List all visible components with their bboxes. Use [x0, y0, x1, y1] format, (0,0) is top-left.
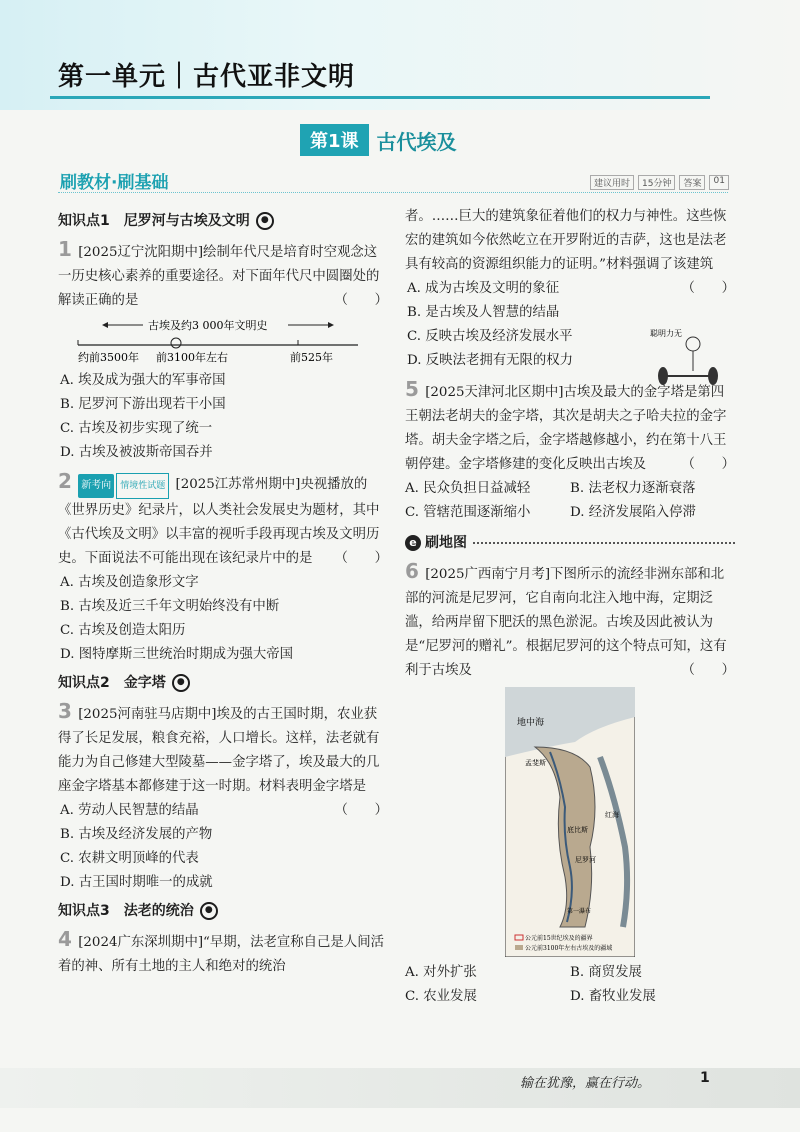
- label-river: 尼罗河: [575, 856, 596, 864]
- question-4-start: [58, 927, 388, 979]
- footer-motto: 输在犹豫，赢在行动。: [520, 1076, 651, 1091]
- question-number: 3: [58, 699, 72, 723]
- cartoon-weight-right: [708, 367, 718, 385]
- header-band: [0, 0, 800, 110]
- timeline-t2: 前3100年左右: [156, 351, 228, 364]
- suggest-label: 建议用时: [590, 175, 634, 190]
- page-number: 1: [700, 1070, 710, 1086]
- map-section-label: 刷地图: [425, 535, 467, 551]
- question-3: [58, 699, 388, 895]
- timeline-svg: [58, 315, 368, 365]
- section-divider: [58, 192, 728, 193]
- e-icon: e: [405, 535, 421, 551]
- legend-swatch-2: [515, 945, 523, 950]
- option-c[interactable]: C. 农耕文明顶峰的代表: [60, 851, 199, 866]
- answer-page: 01: [709, 175, 728, 190]
- question-2: [58, 469, 388, 667]
- option-a[interactable]: A. 民众负担日益减轻: [405, 481, 531, 496]
- option-b[interactable]: B. 商贸发展: [570, 965, 642, 980]
- kp1-label: 知识点1 尼罗河与古埃及文明: [58, 213, 250, 229]
- lesson-number: 第1课: [300, 124, 369, 156]
- knowledge-point-1: [58, 209, 388, 233]
- kp3-label: 知识点3 法老的统治: [58, 903, 194, 919]
- question-stem-part2: 者。……巨大的建筑象征着他们的权力与神性。这些恢宏的建筑如今依然屹立在开罗附近的吉萨，这也是法老具有较高的资源组织能力的证明。”材料强调了该建筑: [405, 209, 727, 272]
- timeline-t3: 前525年: [290, 351, 333, 364]
- knowledge-point-3: [58, 899, 388, 923]
- lesson-name: 古代埃及: [376, 129, 457, 154]
- new-direction-badge: 新考向: [78, 474, 114, 498]
- unit-title: 第一单元｜古代亚非文明: [58, 62, 356, 92]
- weightlifter-cartoon: [648, 326, 718, 396]
- option-b[interactable]: B. 尼罗河下游出现若干小国: [60, 397, 226, 412]
- option-a[interactable]: A. 埃及成为强大的军事帝国: [60, 373, 226, 388]
- timeline: [58, 315, 388, 365]
- question-stem: [2025广西南宁月考]下图所示的流经非洲东部和北部的河流是尼罗河，它自南向北注入地中海，定期泛滥，给两岸留下肥沃的黑色淤泥。古埃及因此被认为是“尼罗河的赠礼”。根据尼罗河的这个特点可知，这有利于古埃及: [405, 567, 727, 678]
- section-label: 刷教材·刷基础: [60, 173, 169, 193]
- option-d[interactable]: D. 古埃及被波斯帝国吞并: [60, 445, 213, 460]
- target-icon: ●: [200, 902, 218, 920]
- option-d[interactable]: D. 古王国时期唯一的成就: [60, 875, 213, 890]
- option-row-1: [405, 477, 735, 501]
- cartoon-caption: 聪明力无: [650, 329, 682, 338]
- question-stem: [2025江苏常州期中]央视播放的《世界历史》纪录片，以人类社会发展史为题材，其中《古代埃及文明》以丰富的视听手段再现古埃及文明历史。下面说法不可能出现在该纪录片中的是: [58, 477, 380, 566]
- legend-2: 公元前3100年左右古埃及的疆域: [525, 945, 613, 952]
- label-cataract: 第一瀑布: [567, 908, 592, 915]
- option-d[interactable]: D. 反映法老拥有无限的权力: [407, 353, 574, 368]
- legend-1: 公元前15世纪埃及的疆界: [525, 935, 593, 942]
- question-number: 2: [58, 469, 72, 493]
- answer-blank[interactable]: （ ）: [334, 803, 388, 818]
- label-sea: 地中海: [517, 718, 545, 728]
- kp2-label: 知识点2 金字塔: [58, 675, 166, 691]
- option-a[interactable]: A. 成为古埃及文明的象征: [407, 281, 560, 296]
- arrow-left: [102, 322, 108, 328]
- timeline-label: 古埃及约3 000年文明史: [148, 319, 268, 332]
- option-d[interactable]: D. 经济发展陷入停滞: [570, 505, 696, 520]
- option-c[interactable]: C. 反映古埃及经济发展水平: [407, 329, 573, 344]
- option-a[interactable]: A. 劳动人民智慧的结晶: [60, 803, 199, 818]
- option-b[interactable]: B. 古埃及经济发展的产物: [60, 827, 213, 842]
- option-row-2: [405, 985, 735, 1009]
- answer-blank[interactable]: （ ）: [334, 293, 388, 308]
- label-city1: 孟斐斯: [525, 759, 546, 767]
- option-b[interactable]: B. 是古埃及人智慧的结晶: [407, 305, 560, 320]
- label-red-sea: 红海: [605, 811, 619, 819]
- footer-band: [0, 1068, 800, 1108]
- question-number: 5: [405, 377, 419, 401]
- unit-underline: [50, 96, 710, 99]
- answer-label: 答案: [679, 175, 705, 190]
- dotted-line: [473, 542, 735, 544]
- left-column: [58, 205, 388, 983]
- option-c[interactable]: C. 古埃及初步实现了统一: [60, 421, 213, 436]
- question-stem: [2025河南驻马店期中]埃及的古王国时期，农业获得了长足发展，粮食充裕，人口增长。这样，法老就有能力为自己修建大型陵墓——金字塔了，埃及最大的几座金字塔基本都修建于这一时期。材料表明金字塔是: [58, 707, 380, 794]
- question-6: [405, 559, 735, 1009]
- answer-blank[interactable]: （ ）: [681, 281, 735, 296]
- option-row-1: [405, 961, 735, 985]
- context-badge: 情境性试题: [116, 473, 169, 499]
- cartoon-head: [686, 337, 700, 351]
- lesson-heading: [300, 125, 457, 155]
- label-city2: 底比斯: [567, 826, 588, 834]
- question-number: 1: [58, 237, 72, 261]
- question-5: [405, 377, 735, 525]
- option-d[interactable]: D. 图特摩斯三世统治时期成为强大帝国: [60, 647, 294, 662]
- knowledge-point-2: [58, 671, 388, 695]
- suggest-time-box: [590, 175, 729, 190]
- option-b[interactable]: B. 古埃及近三千年文明始终没有中断: [60, 599, 280, 614]
- option-d[interactable]: D. 畜牧业发展: [570, 989, 656, 1004]
- option-c[interactable]: C. 农业发展: [405, 989, 477, 1004]
- cartoon-weight-left: [658, 367, 668, 385]
- timeline-t1: 约前3500年: [78, 351, 139, 364]
- option-c[interactable]: C. 古埃及创造太阳历: [60, 623, 186, 638]
- question-1: [58, 237, 388, 465]
- answer-blank[interactable]: （ ）: [334, 551, 388, 566]
- option-a[interactable]: A. 对外扩张: [405, 965, 477, 980]
- map-section-heading: [405, 531, 735, 555]
- answer-blank[interactable]: （ ）: [681, 663, 735, 678]
- option-b[interactable]: B. 法老权力逐渐衰落: [570, 481, 696, 496]
- arrow-right: [328, 322, 334, 328]
- option-a[interactable]: A. 古埃及创造象形文字: [60, 575, 199, 590]
- option-row-2: [405, 501, 735, 525]
- timeline-circle: [171, 338, 181, 348]
- question-stem: [2025天津河北区期中]古埃及最大的金字塔是第四王朝法老胡夫的金字塔，其次是胡夫之子哈夫拉的金字塔。胡夫金字塔之后，金字塔越修越小，约在第十八王朝停建。金字塔修建的变化反映出古埃及: [405, 385, 727, 472]
- target-icon: ●: [172, 674, 190, 692]
- target-icon: ●: [256, 212, 274, 230]
- question-number: 6: [405, 559, 419, 583]
- question-stem-part1: [2024广东深圳期中]“早期，法老宣称自己是人间活着的神、所有土地的主人和绝对的统治: [58, 935, 384, 974]
- option-c[interactable]: C. 管辖范围逐渐缩小: [405, 505, 531, 520]
- question-stem: [2025辽宁沈阳期中]绘制年代尺是培育时空观念这一历史核心素养的重要途径。对下面年代尺中圆圈处的解读正确的是: [58, 245, 380, 308]
- answer-blank[interactable]: （ ）: [681, 457, 735, 472]
- suggest-time: 15分钟: [638, 175, 675, 190]
- nile-map: [505, 687, 635, 957]
- question-number: 4: [58, 927, 72, 951]
